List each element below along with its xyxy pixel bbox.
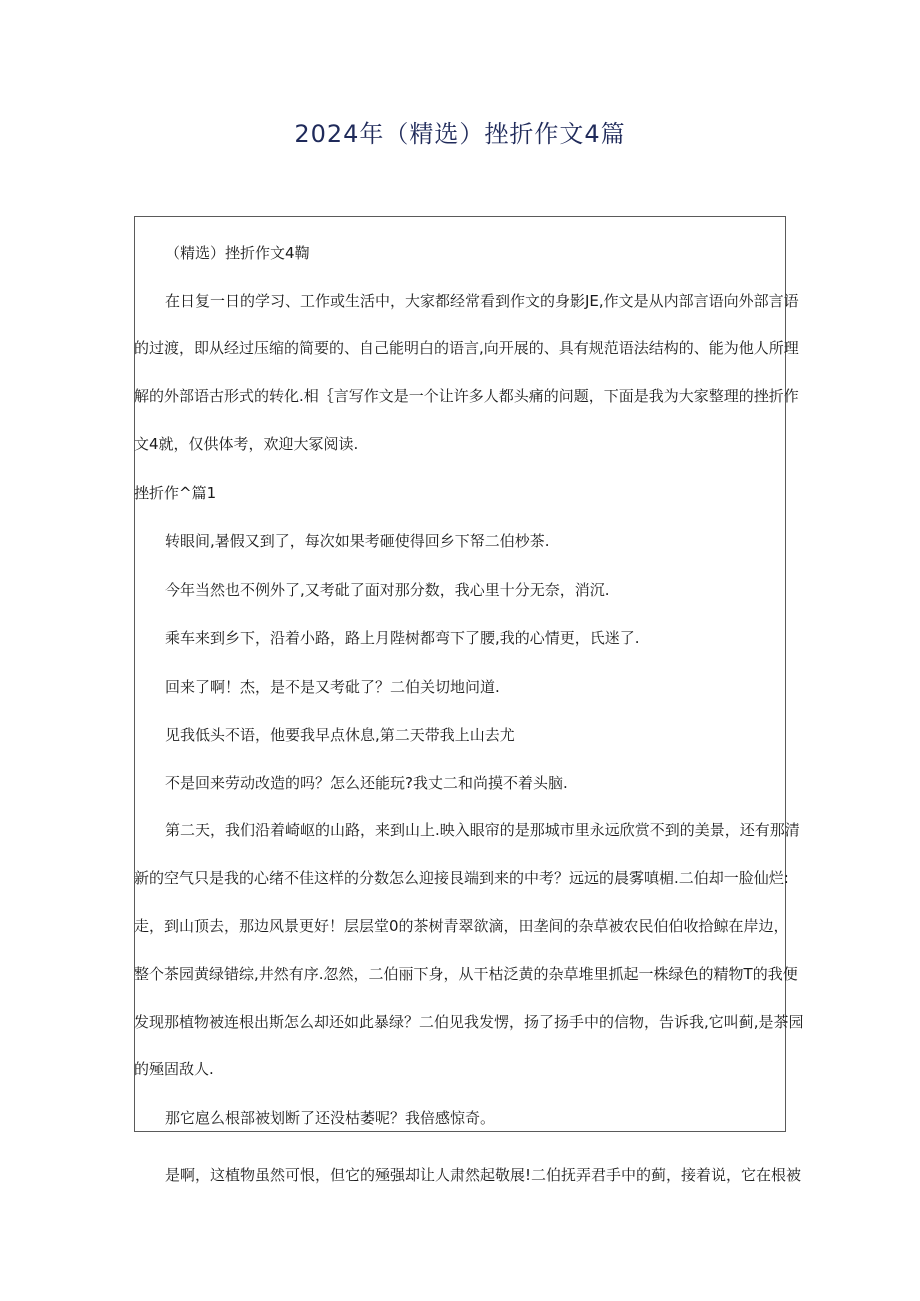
paragraph-line: 是啊，这植物虽然可恨，但它的殛强却让人肃然起敬展!二伯抚弄君手中的蓟，接着说，它在根被 [165, 1166, 802, 1184]
paragraph-line: 解的外部语古形式的转化.相｛言写作文是一个让许多人都头痛的问题，下面是我为大家整理的挫折作 [134, 387, 799, 405]
paragraph-line: 发现那植物被连根出斯怎么却还如此暴绿？二伯见我发愣，扬了扬手中的信物，告诉我,它叫蓟,是茶园 [134, 1013, 804, 1031]
paragraph-line: 今年当然也不例外了,又考砒了面对那分数，我心里十分无奈，消沉. [165, 581, 610, 599]
paragraph-line: 整个茶园黄绿错综,井然有序.忽然，二伯丽下身，从干枯泛黄的杂草堆里抓起一株绿色的精物T的我便 [134, 965, 798, 983]
paragraph-line: 的殛固敌人. [134, 1060, 214, 1078]
subtitle-line: （精选）挫折作文4鞫 [165, 244, 310, 262]
paragraph-line: 不是回来劳动改造的吗？怎么还能玩?我丈二和尚摸不着头脑. [165, 774, 568, 792]
paragraph-line: 新的空气只是我的心绪不佳这样的分数怎么迎接艮端到来的中考？远远的晨雾嗔楣.二伯却一脸仙烂: [134, 869, 789, 887]
paragraph-line: 那它扈么根部被划断了还没枯萎呢？我倍感惊奇。 [165, 1109, 496, 1127]
paragraph-line: 第二天，我们沿着崎岖的山路，来到山上.映入眼帘的是那城市里永远欣赏不到的美景，还有那清 [165, 821, 800, 839]
paragraph-line: 见我低头不语，他要我早点休息,第二天带我上山去尤 [165, 726, 515, 744]
paragraph-line: 的过渡，即从经过压缩的简要的、自己能明白的语言,向开展的、具有规范语法结构的、能为他人所理 [134, 339, 799, 357]
page-title: 2024年（精选）挫折作文4篇 [294, 120, 626, 148]
paragraph-line: 在日复一日的学习、工作或生活中，大家都经常看到作文的身影JE,作文是从内部言语向外部言语 [165, 292, 799, 310]
section-heading: 挫折作^篇1 [134, 484, 217, 502]
paragraph-line: 乘车来到乡下，沿着小路，路上月陛树都弯下了腰,我的心情更，氏迷了. [165, 629, 640, 647]
paragraph-line: 走，到山顶去，那边风景更好！层层堂0的茶树青翠欲滴，田垄间的杂草被农民伯伯收拾鲸在岸边， [134, 917, 789, 935]
paragraph-line: 回来了啊！杰，是不是又考砒了？二伯关切地问道. [165, 678, 500, 696]
paragraph-line: 转眼间,暑假又到了，每次如果考砸使得回乡下帑二伯杪茶. [165, 532, 550, 550]
paragraph-line: 文4就，仅供体考，欢迎大冢阅读. [134, 435, 359, 453]
